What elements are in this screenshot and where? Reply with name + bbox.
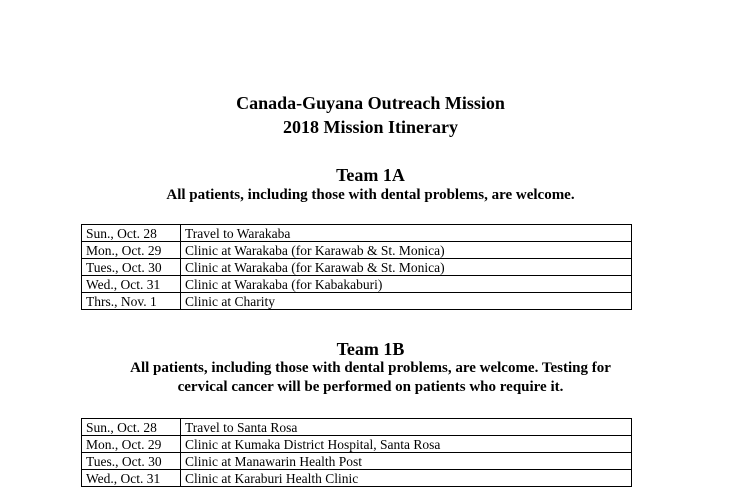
date-cell: Tues., Oct. 30	[82, 259, 181, 276]
table-row	[82, 276, 632, 293]
table-row	[82, 453, 632, 470]
activity-cell: Clinic at Warakaba (for Karawab & St. Monica)	[181, 242, 632, 259]
date-cell: Sun., Oct. 28	[82, 419, 181, 436]
date-cell: Mon., Oct. 29	[82, 242, 181, 259]
date-cell: Sun., Oct. 28	[82, 225, 181, 242]
table-row	[82, 259, 632, 276]
activity-cell: Travel to Santa Rosa	[181, 419, 632, 436]
team-1a-itinerary-table	[81, 224, 632, 310]
date-cell: Tues., Oct. 30	[82, 453, 181, 470]
team-1b-itinerary-table	[81, 418, 632, 487]
date-cell: Thrs., Nov. 1	[82, 293, 181, 310]
table-row	[82, 436, 632, 453]
date-cell: Wed., Oct. 31	[82, 276, 181, 293]
activity-cell: Clinic at Warakaba (for Karawab & St. Monica)	[181, 259, 632, 276]
date-cell: Wed., Oct. 31	[82, 470, 181, 487]
activity-cell: Clinic at Manawarin Health Post	[181, 453, 632, 470]
team-1b-note-line-1: All patients, including those with dental problems, are welcome. Testing for	[130, 360, 611, 376]
table-row	[82, 470, 632, 487]
activity-cell: Clinic at Karaburi Health Clinic	[181, 470, 632, 487]
table-row	[82, 225, 632, 242]
team-1a-note: All patients, including those with dental problems, are welcome.	[166, 187, 575, 203]
table-row	[82, 419, 632, 436]
table-row	[82, 293, 632, 310]
activity-cell: Travel to Warakaba	[181, 225, 632, 242]
table-row	[82, 242, 632, 259]
activity-cell: Clinic at Charity	[181, 293, 632, 310]
team-1b-heading: Team 1B	[336, 339, 405, 359]
activity-cell: Clinic at Kumaka District Hospital, Santa Rosa	[181, 436, 632, 453]
date-cell: Mon., Oct. 29	[82, 436, 181, 453]
team-1b-note	[60, 359, 681, 397]
activity-cell: Clinic at Warakaba (for Kabakaburi)	[181, 276, 632, 293]
team-1b-note-line-2: cervical cancer will be performed on patients who require it.	[177, 379, 564, 395]
document-title: Canada-Guyana Outreach Mission	[236, 93, 505, 113]
team-1a-heading: Team 1A	[336, 165, 405, 185]
document-subtitle: 2018 Mission Itinerary	[283, 117, 458, 137]
